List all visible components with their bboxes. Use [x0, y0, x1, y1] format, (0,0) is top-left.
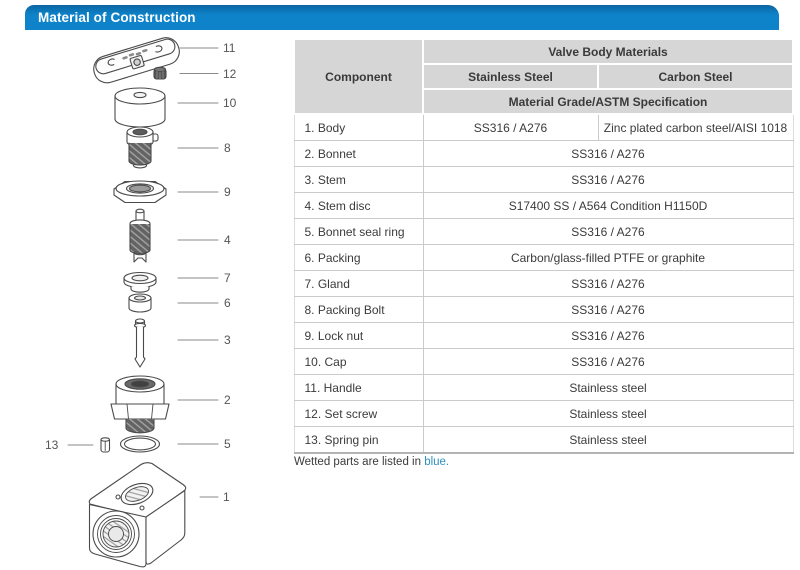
- carbon-cell: Zinc plated carbon steel/AISI 1018: [598, 114, 793, 141]
- component-cell: 4. Stem disc: [294, 193, 423, 219]
- callout-stem-disc: 4: [224, 233, 231, 247]
- part-handle: [90, 34, 182, 86]
- footnote-text: Wetted parts are listed in: [294, 456, 425, 468]
- part-spring-pin: [101, 438, 110, 452]
- component-cell: 13. Spring pin: [294, 427, 423, 454]
- part-body: [89, 463, 185, 567]
- part-seal-ring: [121, 436, 160, 452]
- table-row: [294, 245, 793, 271]
- material-cell: SS316 / A276: [423, 167, 793, 193]
- section-banner: [25, 5, 779, 30]
- component-cell: 6. Packing: [294, 245, 423, 271]
- component-cell: 1. Body: [294, 114, 423, 141]
- component-cell: 8. Packing Bolt: [294, 297, 423, 323]
- component-cell: 5. Bonnet seal ring: [294, 219, 423, 245]
- component-cell: 3. Stem: [294, 167, 423, 193]
- component-cell: 2. Bonnet: [294, 141, 423, 167]
- table-row: [294, 401, 793, 427]
- callout-lock-nut: 9: [224, 185, 231, 199]
- part-lock-nut: [114, 181, 166, 203]
- material-cell: Stainless steel: [423, 375, 793, 401]
- callout-packing: 6: [224, 296, 231, 310]
- material-cell: S17400 SS / A564 Condition H1150D: [423, 193, 793, 219]
- component-cell: 12. Set screw: [294, 401, 423, 427]
- table-row: [294, 297, 793, 323]
- component-cell: 7. Gland: [294, 271, 423, 297]
- part-stem-disc: [130, 209, 150, 262]
- table-row: [294, 349, 793, 375]
- callout-gland: 7: [224, 271, 231, 285]
- table-row: [294, 167, 793, 193]
- part-stem: [135, 319, 146, 367]
- section-title: Material of Construction: [38, 10, 196, 25]
- col-header-spec: Material Grade/ASTM Specification: [423, 89, 793, 114]
- col-header-stainless: Stainless Steel: [423, 64, 598, 89]
- table-row: [294, 193, 793, 219]
- table-row: [294, 375, 793, 401]
- footnote-highlight: blue.: [424, 456, 450, 468]
- material-cell: Carbon/glass-filled PTFE or graphite: [423, 245, 793, 271]
- component-cell: 11. Handle: [294, 375, 423, 401]
- part-cap: [115, 88, 165, 127]
- callout-handle: 11: [223, 41, 236, 55]
- material-cell: SS316 / A276: [423, 141, 793, 167]
- table-row: [294, 427, 793, 454]
- part-gland: [124, 273, 156, 293]
- material-cell: Stainless steel: [423, 427, 793, 454]
- material-cell: SS316 / A276: [423, 271, 793, 297]
- table-row: [294, 114, 793, 141]
- stainless-cell: SS316 / A276: [423, 114, 598, 141]
- callout-cap: 10: [223, 96, 237, 110]
- table-row: [294, 323, 793, 349]
- callout-seal-ring: 5: [224, 437, 231, 451]
- material-cell: Stainless steel: [423, 401, 793, 427]
- footnote: [294, 456, 449, 468]
- component-cell: 9. Lock nut: [294, 323, 423, 349]
- callout-set-screw: 12: [223, 67, 237, 81]
- material-cell: SS316 / A276: [423, 219, 793, 245]
- table-row: [294, 219, 793, 245]
- part-packing: [129, 294, 151, 312]
- component-cell: 10. Cap: [294, 349, 423, 375]
- callout-bonnet: 2: [224, 393, 231, 407]
- col-header-group: Valve Body Materials: [423, 39, 793, 64]
- material-cell: SS316 / A276: [423, 323, 793, 349]
- callout-spring-pin: 13: [45, 438, 59, 452]
- table-row: [294, 271, 793, 297]
- callout-body: 1: [223, 490, 230, 504]
- callout-packing-bolt: 8: [224, 141, 231, 155]
- part-set-screw: [154, 67, 166, 79]
- col-header-component: Component: [294, 39, 423, 114]
- col-header-carbon: Carbon Steel: [598, 64, 793, 89]
- materials-table: [293, 38, 794, 454]
- part-bonnet: [111, 376, 169, 433]
- material-cell: SS316 / A276: [423, 297, 793, 323]
- part-packing-bolt: [127, 127, 158, 168]
- table-row: [294, 141, 793, 167]
- exploded-valve-diagram: [0, 30, 290, 570]
- callout-stem: 3: [224, 333, 231, 347]
- material-cell: SS316 / A276: [423, 349, 793, 375]
